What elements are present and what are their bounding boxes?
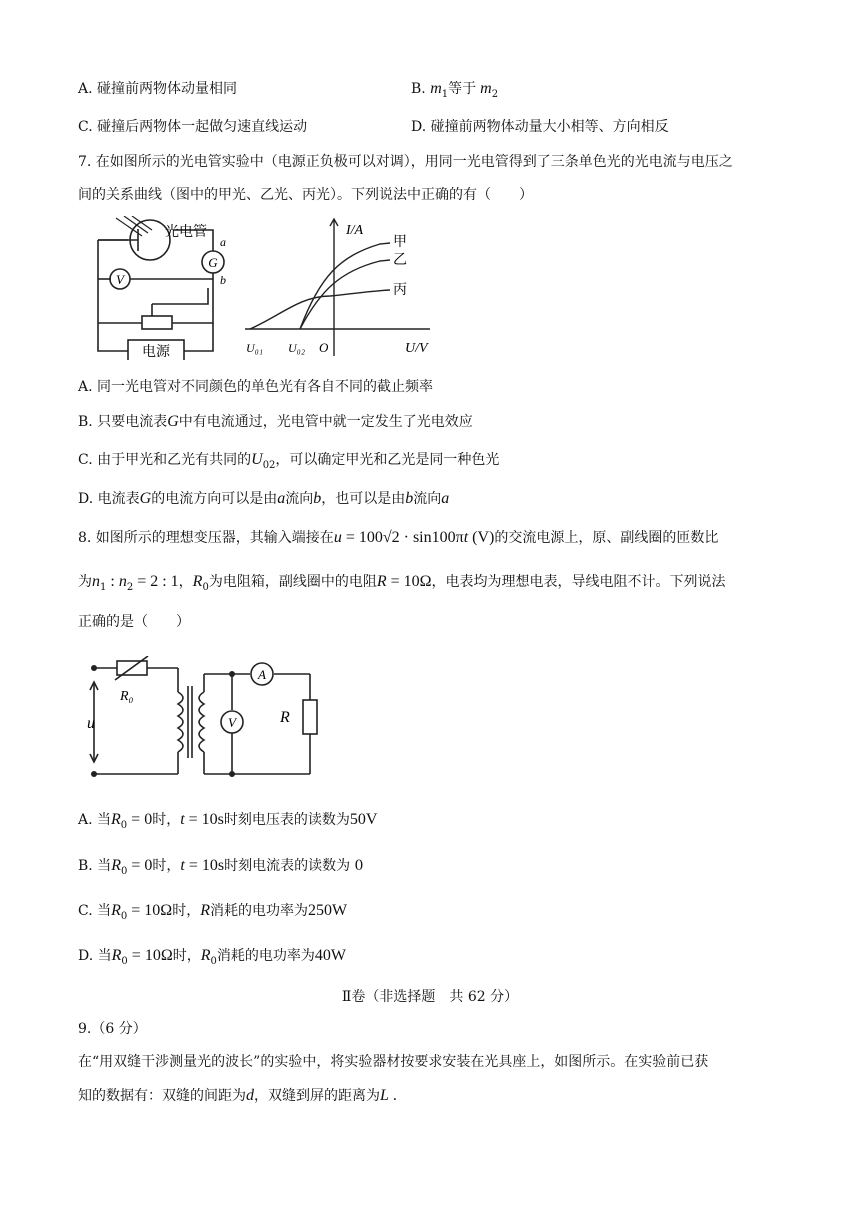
u-label: u xyxy=(87,715,95,732)
q7-option-c: C. 由于甲光和乙光有共同的$U_{02}$，可以确定甲光和乙光是同一种色光 xyxy=(78,451,500,471)
q6-option-c: C. 碰撞后两物体一起做匀速直线运动 xyxy=(78,119,308,135)
iv-curve-figure xyxy=(240,216,440,360)
q7-option-b: B. 只要电流表G中有电流通过，光电管中就一定发生了光电效应 xyxy=(78,413,473,430)
q6-option-a: A. 碰撞前两物体动量相同 xyxy=(78,81,238,97)
q8-option-c: C. 当$R_0 = 10\Omega$时，R消耗的电功率为250W xyxy=(78,902,348,922)
jia-label: 甲 xyxy=(393,235,407,250)
section-title: Ⅱ卷（非选择题 共 62 分） xyxy=(341,989,519,1005)
v-meter-label: V xyxy=(116,272,124,287)
ammeter-label: A xyxy=(258,667,266,682)
x-axis-label: U/V xyxy=(405,341,428,356)
power-source-label: 电源 xyxy=(142,345,170,360)
y-axis-label: I/A xyxy=(346,223,364,238)
node-b-label: b xyxy=(220,273,226,287)
q8-option-b: B. 当$R_0 = 0$时，t = 10s时刻电流表的读数为 0 xyxy=(78,857,364,877)
q9-heading: 9.（6 分） xyxy=(78,1021,147,1037)
q7-option-a: A. 同一光电管对不同颜色的单色光有各自不同的截止频率 xyxy=(78,379,434,395)
origin-label: O xyxy=(319,340,329,355)
q7-stem-line1: 7. 在如图所示的光电管实验中（电源正负极可以对调），用同一光电管得到了三条单色光的光电流与电压之 xyxy=(78,154,733,170)
u01-label: U₀₁ xyxy=(246,341,264,355)
r0-label: R₀ xyxy=(120,689,134,704)
q9-stem-line2: 知的数据有：双缝的间距为d，双缝到屏的距离为L . xyxy=(78,1087,397,1104)
q7-stem-line2: 间的关系曲线（图中的甲光、乙光、丙光）。下列说法中正确的有（ ） xyxy=(78,187,533,203)
resistor-r-label: R xyxy=(280,709,290,726)
q6-option-b: B. $m_1$等于 $m_2$ xyxy=(411,80,499,100)
voltmeter-label: V xyxy=(228,715,236,730)
q9-stem-line1: 在“用双缝干涉测量光的波长”的实验中，将实验器材按要求安装在光具座上，如图所示。在实验前已获 xyxy=(78,1054,709,1070)
transformer-circuit-figure xyxy=(82,656,330,786)
q7-option-d: D. 电流表G的电流方向可以是由a流向b，也可以是由b流向a xyxy=(78,490,450,507)
q8-stem-line2: 为$n_1$ : $n_2 = 2$ : 1，$R_0$为电阻箱，副线圈中的电阻R = 10Ω，电表均为理想电表，导线电阻不计。下列说法 xyxy=(78,573,726,593)
q8-stem-line1: 8. 如图所示的理想变压器，其输入端接在u = 100√2 · sin100πt (V)的交流电源上，原、副线圈的匝数比 xyxy=(78,529,719,546)
yi-label: 乙 xyxy=(393,253,407,268)
node-a-label: a xyxy=(220,235,226,249)
photocell-circuit-figure xyxy=(88,216,248,360)
q8-option-a: A. 当$R_0 = 0$时，t = 10s时刻电压表的读数为50V xyxy=(78,811,378,831)
q8-option-d: D. 当$R_0 = 10\Omega$时，$R_0$消耗的电功率为40W xyxy=(78,947,346,967)
bing-label: 丙 xyxy=(393,283,407,298)
tube-label: 光电管 xyxy=(165,225,207,240)
q6-option-d: D. 碰撞前两物体动量大小相等、方向相反 xyxy=(411,119,669,135)
g-meter-label: G xyxy=(208,255,218,270)
u02-label: U₀₂ xyxy=(288,341,306,355)
q8-stem-line3: 正确的是（ ） xyxy=(78,614,190,630)
